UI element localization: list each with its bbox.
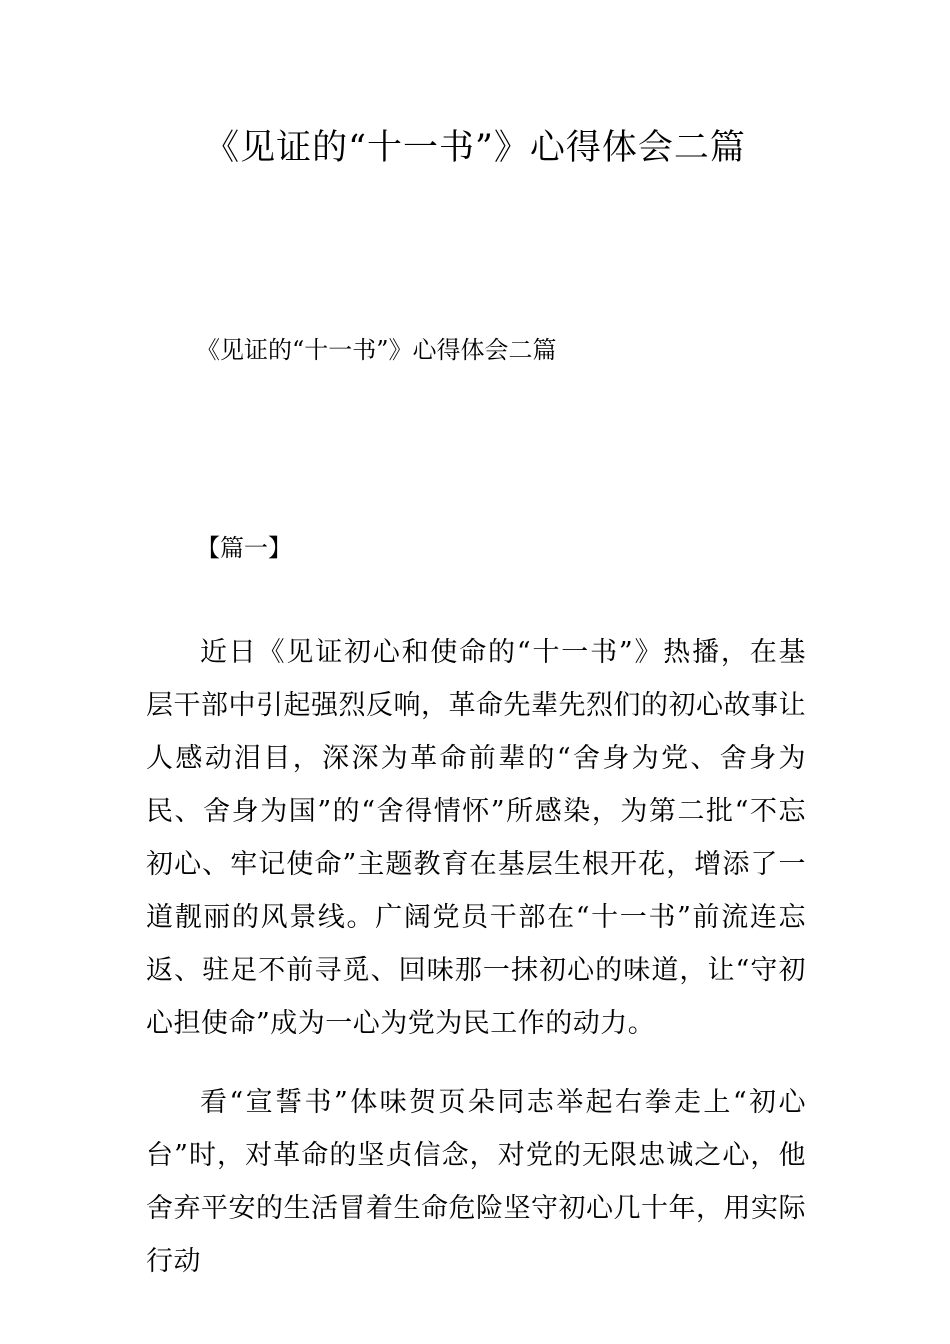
body-paragraph: 近日《见证初心和使命的“十一书”》热播，在基层干部中引起强烈反响，革命先辈先烈们的初心故事让人感动泪目，深深为革命前辈的“舍身为党、舍身为民、舍身为国”的“舍得情怀”所感染，为第二批“不忘初心、牢记使命”主题教育在基层生根开花，增添了一道靓丽的风景线。广阔党员干部在“十一书”前流连忘返、驻足不前寻觅、回味那一抹初心的味道，让“守初心担使命”成为一心为党为民工作的动力。 — [146, 637, 806, 1039]
section-heading: 【篇一】 — [196, 534, 292, 562]
document-title: 《见证的“十一书”》心得体会二篇 — [204, 128, 746, 168]
document-subtitle: 《见证的“十一书”》心得体会二篇 — [196, 336, 557, 364]
body-paragraph: 看“宣誓书”体味贺页朵同志举起右拳走上“初心台”时，对革命的坚贞信念，对党的无限忠诚之心，他舍弃平安的生活冒着生命危险坚守初心几十年，用实际行动 — [146, 1087, 806, 1277]
